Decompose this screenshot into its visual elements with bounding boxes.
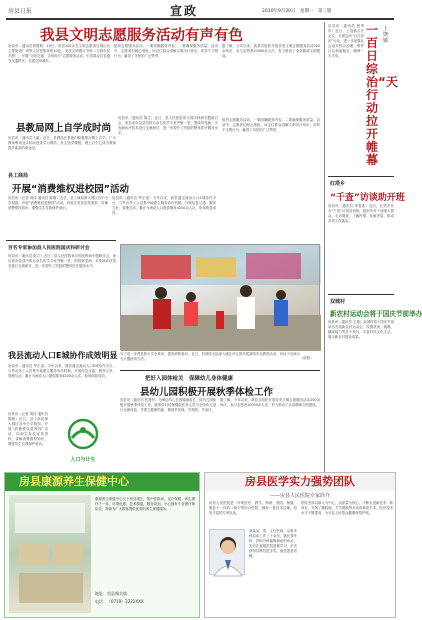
story-2-body: 房县讯（通讯员王丽）近日，县教局在系统内积极推行网上自学，广大教师利用业余时间登录学习网站，自主选学课程，网上自学已成为教师提升素质的新途径。 [8,136,116,150]
sidebar-story-a-kicker: 红塔乡 [330,181,346,187]
population-logo [56,418,110,463]
sidebar-rule-1 [328,176,394,177]
story-3-kicker: 县工商局 [8,173,29,179]
sidebar-feature-kicker: 上饶镇 [383,26,389,44]
rule-mid-1 [120,370,320,371]
sidebar-story-a-headline: “千查”访谈助开班 [330,193,405,203]
story-4-headline: 百名专家参加县人民医院国庆科研讨会 [8,246,90,251]
hospital-ad-intro: 房县人民医院是一所集医疗、教学、科研、预防、保健、康复于一体的二级甲等综合医院，拥有一批技术过硬、经验丰富的专家队伍。 [209,501,297,515]
hospital-ad-banner [205,473,395,491]
sidebar-story-b-kicker: 双城村 [330,299,346,305]
rule-left-1 [6,240,116,241]
hospital-ad-body: 医院坚持以病人为中心，以质量为核心，不断引进新技术、新项目，开展了腹腔镜、关节置换等多项高难度手术，医疗技术水平不断提高，为全县人民群众健康保驾护航。 [301,501,393,515]
hospital-ad-title: 房县医学实力强势团队 [245,475,355,488]
top-story-headline: 我县文明志愿服务活动有声有色 [40,28,243,44]
top-story-col-3: 据了解，今年以来，我县共组织开展各类文明志愿服务活动200余场次，参与志愿者10000余人次，有力推动了全县精神文明建设。 [222,44,320,58]
story-2-headline: 县教局网上自学成时尚 [16,123,112,134]
top-story-col-1: 房县讯（通讯员黄慧敏）19日，房县100余名文明志愿者在城区各主要街道广场等人员密集场所10处，发放文明倡议书和《文明市民手册》，开展“文明交通、文明出行”志愿服务活动，引导群众自觉遵守交通秩序，共建文明城市。 [8,44,110,63]
story-5-body-cont: 房县讯（记者 周伟 通讯员 陈刚）近日，县工商局深入城区各中小学校园，开展“消费维权进校园”活动，向师生发放宣传资料，讲解消费维权知识，增强学生自我保护意识。 [8,412,48,446]
story-3-headline: 开展“消费维权进校园”活动 [12,184,129,195]
health-ad-banner [5,473,199,491]
story-3-body-cont: 房县讯（通讯员 罗正清）今年以来，我县通过流动人口E城协作平台，与外出务工人员集中地建立服务协作机制，开展信息互通、服务互补、管理互动，累计为流动人口提供服务4200余人次，取得明显成效。 [112,196,216,215]
photo-caption: 为了进一步普及防火安全常识，提高消防意识，近日，县消防大队深入城区幼儿园开展消防安全教育活动，向孩子们演示灭火器使用方法。 [120,352,300,361]
doctor-bio: 刘某某，男，主任医师，从事外科临床工作三十余年，擅长普外科、肝胆外科疑难病症的诊治，先后在省级医院进修学习，多次获得县科技进步奖，深受患者信赖。 [249,529,297,558]
sidebar-feature-headline: 一百日综治“天行动拉开帷幕 [366,23,398,167]
sidebar-story-b-headline: 新农村运动会将于国庆节前举办 [330,310,422,318]
fire-safety-photo [120,244,320,350]
masthead-date: 2010年9月20日 星期一 第三版 [262,9,332,14]
story-2-body-cont: 房县讯（通讯员 陈立）近日，县人民医院举办国庆科研专题研讨会，来自省市及县内的百余名医学专家齐聚一堂，围绕常见病、多发病诊疗技术进行交流研讨，进一步提升了医院的整体医疗服务水平。 [118,116,218,135]
masthead-left: 房县日报 [8,8,33,15]
doctor-portrait [209,529,245,575]
hospital-ad-subtitle: ——房县人民医院专家简介 [269,493,330,499]
kindergarten-body-1: 房县讯（通讯员 张慧华）为保证幼儿在园健康成长，县幼儿园积极开展秋季体检工作，邀请县妇幼保健院医务人员为全园幼儿进行全面体检，并建立健康档案，做到早发现、早预防、早治疗。 [120,398,217,412]
health-ad-title: 房县康源养生保健中心 [19,475,129,488]
health-ad-photo-scene [9,495,91,613]
sidebar-story-b-body: 房县讯（通讯员 王艳）双城村将于国庆节前举办首届新农村运动会，设置拔河、跳绳、趣味接力等多个项目，丰富村民文化生活，展示新农村建设成果。 [328,320,394,339]
story-4-body: 房县讯（通讯员 陈立）近日，县人民医院举办国庆科研专题研讨会，来自省市及县内的百余名医学专家齐聚一堂，围绕常见病、多发病诊疗技术进行交流研讨，进一步提升了医院的整体医疗服务水平。 [8,254,116,268]
kindergarten-body-2: 据了解，今年以来，我县共组织开展各类文明志愿服务活动200余场次，参与志愿者10000余人次，有力推动了全县精神文明建设。 [220,398,320,407]
photo-intro-text: 组织志愿服务活动，一要明确服务内容，二要确保服务质量。活动中，志愿者们耐心细致，向过往群众讲解文明出行常识，劝导不文明行为，赢得了市民的广泛赞誉。 [222,118,320,132]
population-logo-icon [56,418,110,452]
doctor-avatar-icon [210,530,246,576]
health-ad-address: 地址：房县城关镇 [95,591,127,596]
health-ad-body: 康源养生保健中心位于房县城区，集中医推拿、足疗保健、养生理疗于一体，环境优雅，技术精湛，服务周到。中心拥有专业理疗师队伍，竭诚为广大顾客提供优质的养生保健服务。 [95,497,195,511]
photo-scene [121,245,321,351]
health-ad-photo [9,495,91,613]
health-ad [4,472,200,618]
story-5-body: 房县讯（通讯员 罗正清）今年以来，我县通过流动人口E城协作平台，与外出务工人员集中地建立服务协作机制，开展信息互通、服务互补、管理互动，累计为流动人口提供服务4200余人次，取得明显成效。 [8,364,116,378]
top-story-col-2: 组织志愿服务活动，一要明确服务内容，二要确保服务质量。活动中，志愿者们耐心细致，向过往群众讲解文明出行常识，劝导不文明行为，赢得了市民的广泛赞誉。 [114,44,218,58]
sidebar-feature-body: 房县讯（通讯员 程秀华）近日，上饶镇召开会议，全面启动“百日综治”行动，进一步加强社会治安综合治理，维护社会和谐稳定，确保一方平安。 [328,24,364,58]
photo-credit: （欧阳） [300,356,314,360]
sidebar-rule-2 [328,294,394,295]
health-ad-phone: 电话：（0719）3222XXX [95,599,144,604]
story-5-headline: 我县流动人口E城协作成效明显 [8,351,118,360]
masthead-rule [6,18,394,20]
population-logo-text: 人口与计生 [70,457,96,463]
section-title: 宣政 [170,4,199,18]
story-3-body: 房县讯（记者 周伟 通讯员 陈刚）近日，县工商局深入城区各中小学校园，开展“消费维权进校园”活动，向师生发放宣传资料，讲解消费维权知识，增强学生自我保护意识。 [8,196,108,210]
hospital-ad [204,472,396,618]
kindergarten-headline: 县幼儿园积极开展秋季体检工作 [140,387,274,398]
sidebar-divider [324,22,325,472]
kindergarten-kicker: 把好入园体检关 保障幼儿身体健康 [145,376,234,382]
sidebar-story-a-body: 房县讯（通讯员 李春燕）近日，红塔乡开办“千查”访谈培训班，组织乡村干部深入群众，走访调查，了解民情，化解矛盾，推动各项工作落实。 [328,204,394,223]
